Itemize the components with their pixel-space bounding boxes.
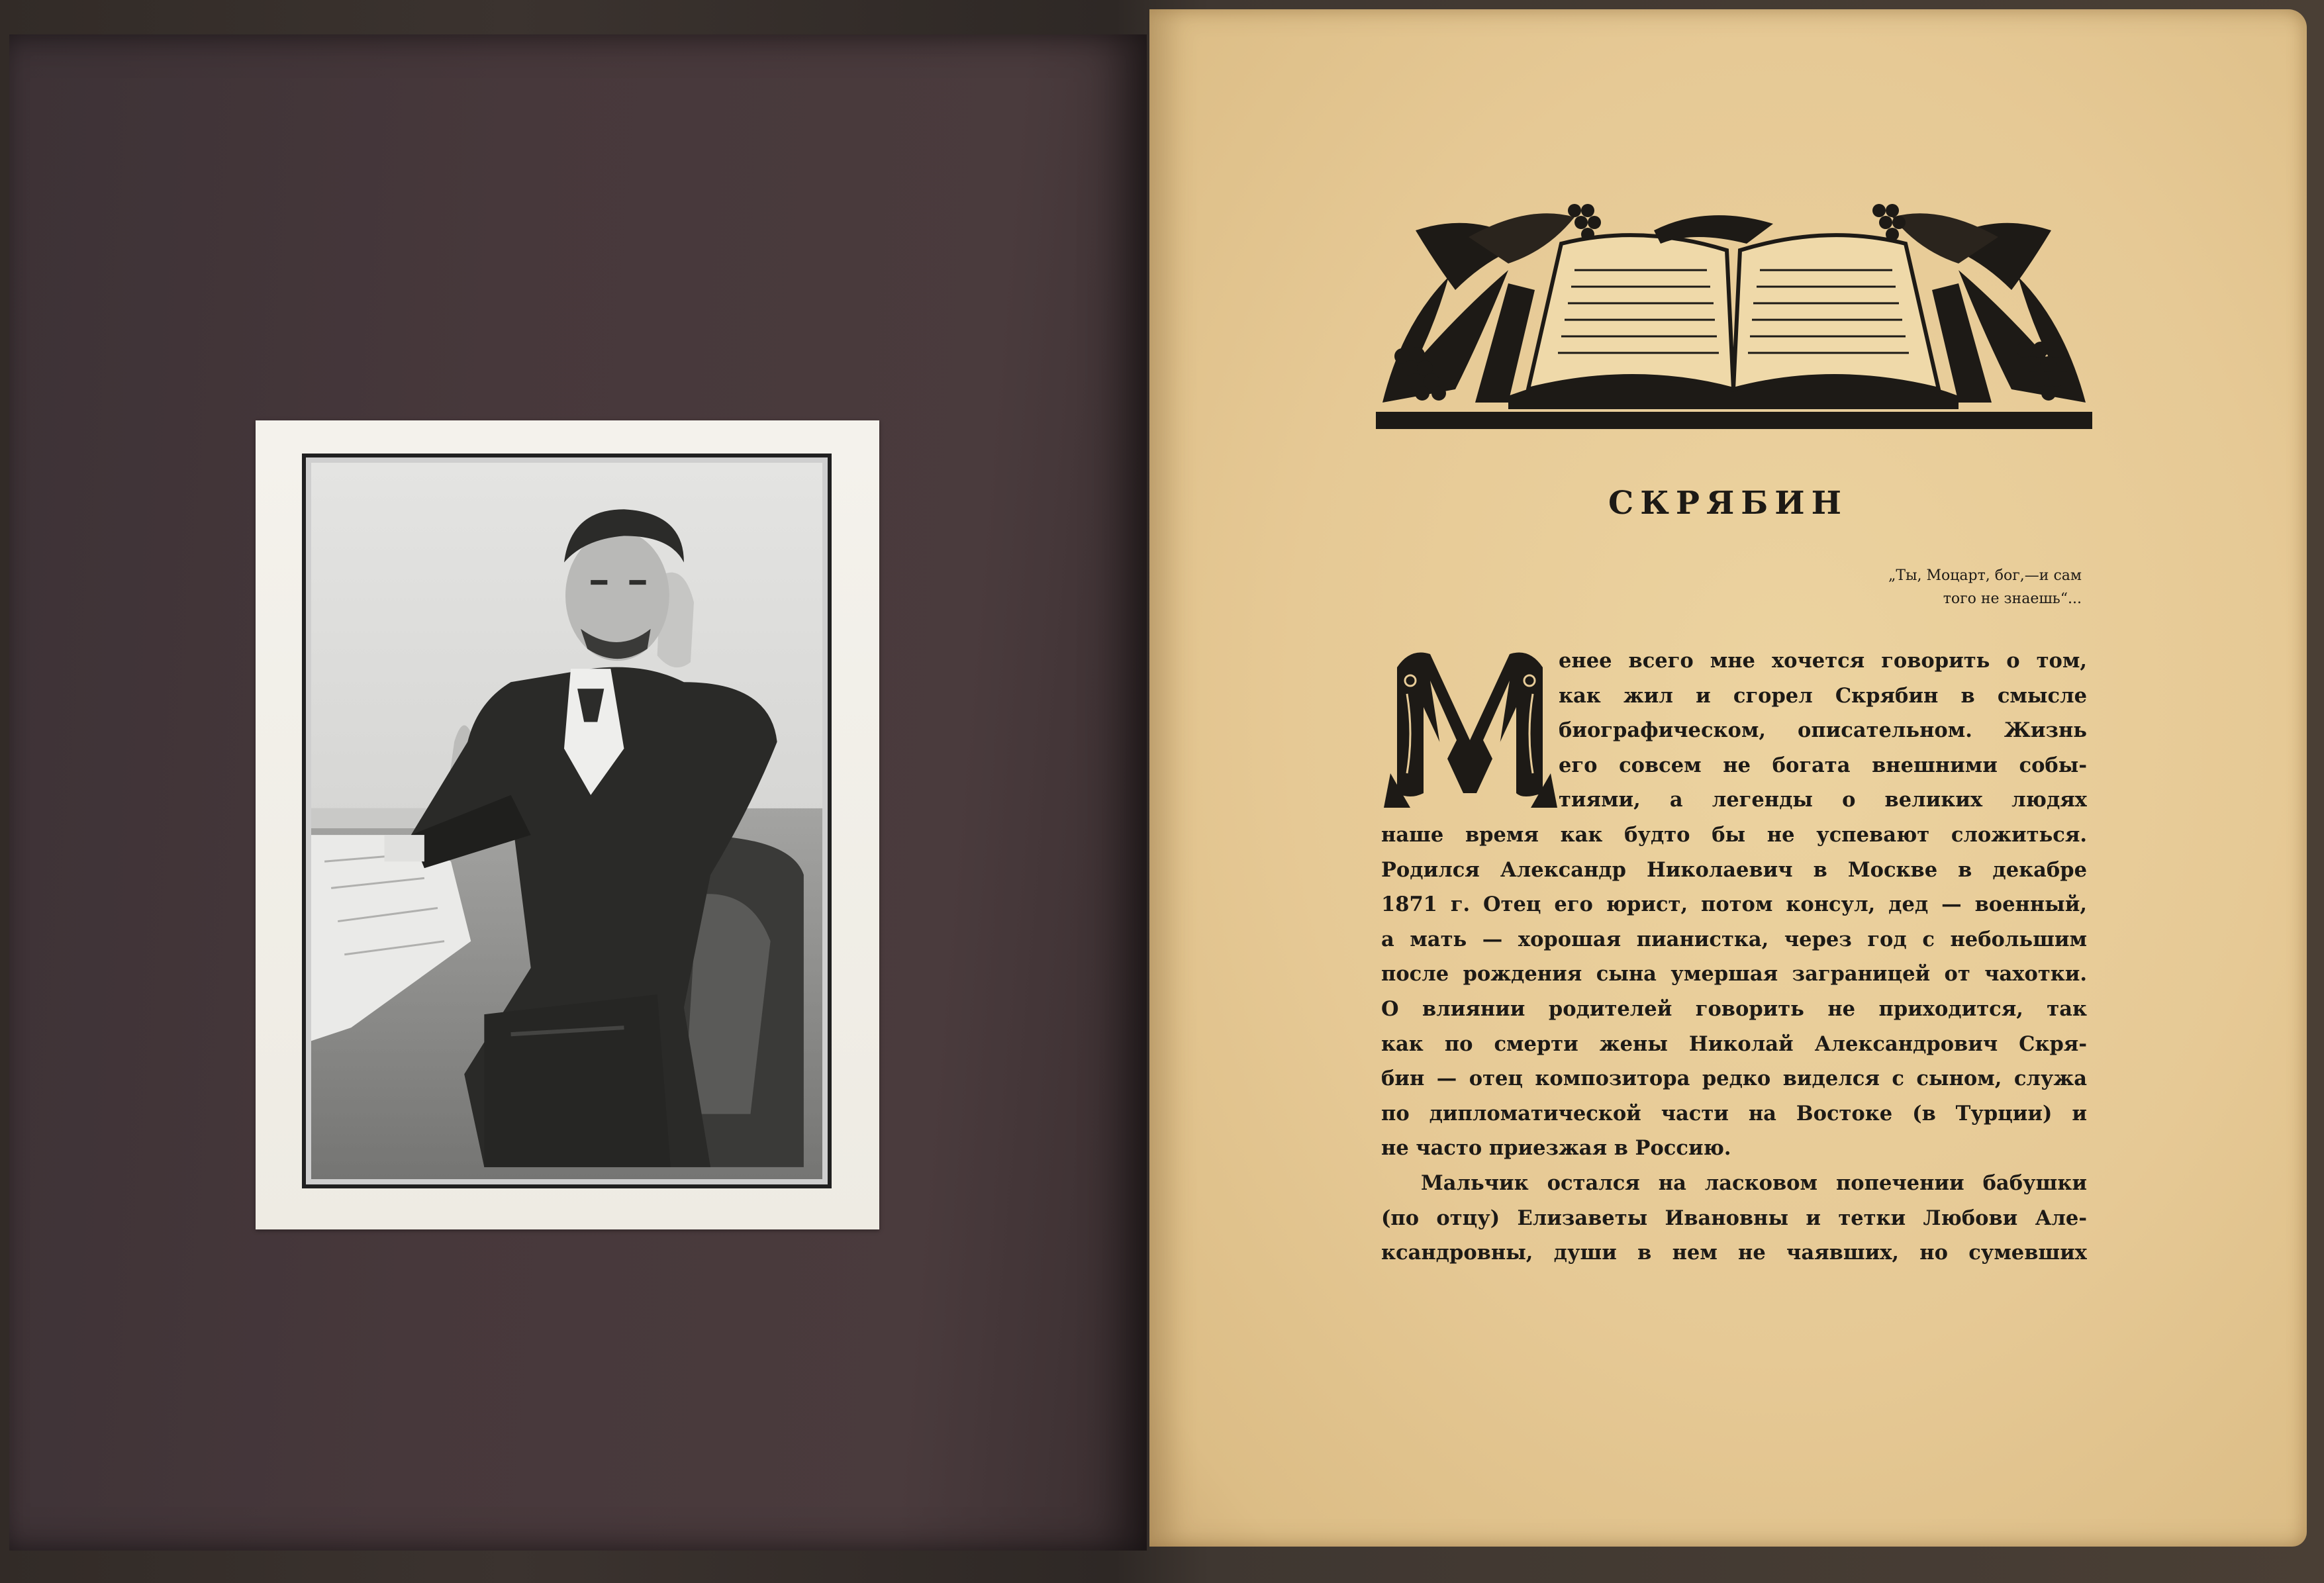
text-line: как по смерти жены Николай Александрович Скря- [1381,1031,2087,1056]
body-text [1381,644,2087,1271]
text-line: енее всего мне хочется говорить о том, [1559,649,2087,673]
epigraph-line: „Ты, Моцарт, бог,—и сам [1888,567,2082,584]
text-line: по дипломатической части на Востоке (в Турции) и [1381,1101,2087,1126]
portrait-plate [256,420,879,1229]
text-line: биографическом, описательном. Жизнь [1559,718,2087,743]
text-line: ксандровны, души в нем не чаявших, но сумевших [1381,1241,2087,1265]
text-line: О влиянии родителей говорить не приходится, так [1381,996,2087,1021]
text-line: наше время как будто бы не успевают сложиться. [1381,822,2087,847]
epigraph [1812,564,2082,610]
text-line: после рождения сына умершая заграницей от чахотки. [1381,962,2087,986]
portrait-photograph-icon [311,463,822,1179]
portrait-frame [302,454,832,1188]
text-line: (по отцу) Елизаветы Ивановны и тетки Любови Але- [1381,1206,2087,1230]
text-line: 1871 г. Отец его юрист, потом консул, дед — военный, [1381,892,2087,917]
text-line: бин — отец композитора редко виделся с сыном, служа [1381,1067,2087,1091]
right-page [1149,9,2307,1547]
text-line: как жил и сгорел Скрябин в смысле [1559,683,2087,708]
text-line: его совсем не богата внешними собы- [1559,753,2087,777]
text-line: а мать — хорошая пианистка, через год с небольшим [1381,927,2087,951]
text-line: Родился Александр Николаевич в Москве в декабре [1381,857,2087,882]
left-page [9,34,1147,1551]
text-line: тиями, а легенды о великих людях [1559,788,2087,812]
text-line: Мальчик остался на ласковом попечении бабушки [1421,1171,2087,1195]
epigraph-line: того не знаешь“... [1943,591,2082,607]
open-book-with-grape-vines-ornament-icon [1376,191,2092,437]
chapter-title: СКРЯБИН [1608,485,1848,522]
text-line: не часто приезжая в Россию. [1381,1136,1731,1161]
